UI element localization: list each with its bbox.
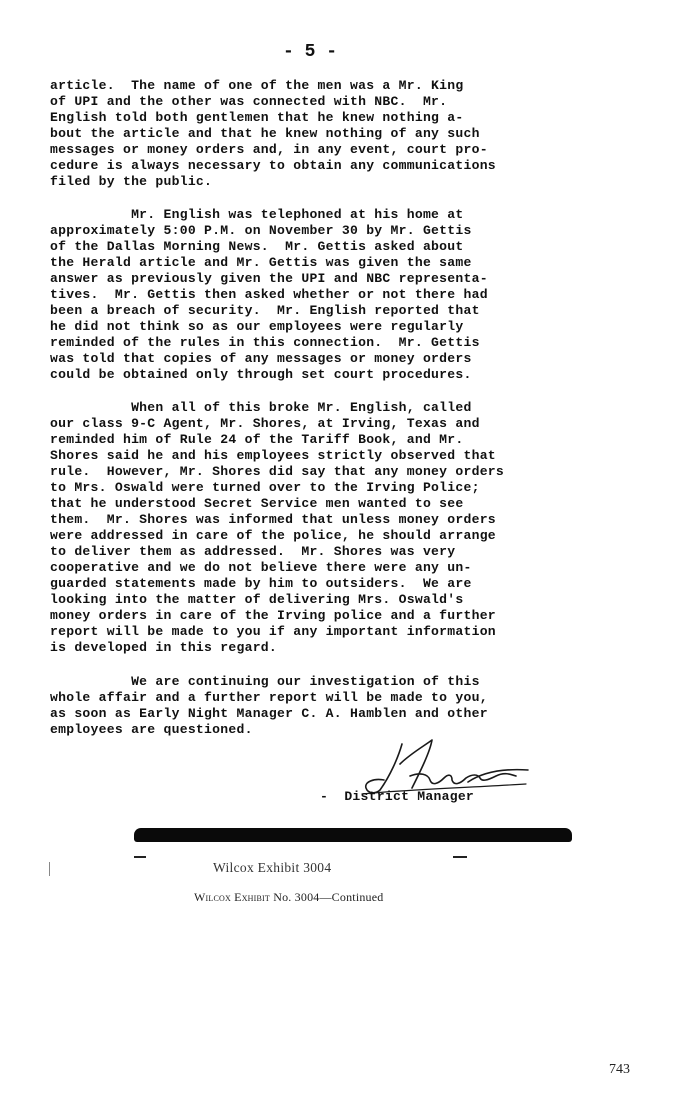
body-line: them. Mr. Shores was informed that unless money orders	[50, 512, 496, 527]
body-line: were addressed in care of the police, he should arrange	[50, 528, 496, 543]
body-line: been a breach of security. Mr. English reported that	[50, 303, 480, 318]
body-line: Mr. English was telephoned at his home at	[50, 207, 464, 222]
body-line: answer as previously given the UPI and NBC representa-	[50, 271, 488, 286]
body-line: is developed in this regard.	[50, 640, 278, 655]
exhibit-label: Wilcox Exhibit 3004	[213, 860, 332, 875]
body-line: filed by the public.	[50, 174, 213, 189]
body-line: whole affair and a further report will be made to you,	[50, 690, 488, 705]
body-line: could be obtained only through set court procedures.	[50, 367, 472, 382]
caption-smallcaps: Wilcox Exhibit	[194, 890, 271, 904]
body-line: reminded him of Rule 24 of the Tariff Book, and Mr.	[50, 432, 464, 447]
body-line: cedure is always necessary to obtain any communications	[50, 158, 496, 173]
body-line: was told that copies of any messages or money orders	[50, 351, 472, 366]
body-line: that he understood Secret Service men wanted to see	[50, 496, 464, 511]
body-line: tives. Mr. Gettis then asked whether or not there had	[50, 287, 488, 302]
divider-mark-left	[134, 856, 146, 858]
body-line: guarded statements made by him to outsiders. We are	[50, 576, 472, 591]
body-line: report will be made to you if any important information	[50, 624, 496, 639]
body-line: cooperative and we do not believe there were any un-	[50, 560, 472, 575]
body-line: money orders in care of the Irving police and a further	[50, 608, 496, 623]
body-line: bout the article and that he knew nothing of any such	[50, 126, 480, 141]
body-line: English told both gentlemen that he knew nothing a-	[50, 110, 464, 125]
body-line: to Mrs. Oswald were turned over to the Irving Police;	[50, 480, 480, 495]
divider-mark-right	[453, 856, 467, 858]
body-line: of the Dallas Morning News. Mr. Gettis asked about	[50, 239, 464, 254]
body-line: rule. However, Mr. Shores did say that any money orders	[50, 464, 505, 479]
body-line: messages or money orders and, in any event, court pro-	[50, 142, 488, 157]
body-line: of UPI and the other was connected with NBC. Mr.	[50, 94, 448, 109]
caption-rest: No. 3004—Continued	[270, 890, 384, 904]
body-line: he did not think so as our employees were regularly	[50, 319, 464, 334]
signer-title: - District Manager	[320, 789, 475, 804]
body-line: the Herald article and Mr. Gettis was given the same	[50, 255, 472, 270]
body-line: article. The name of one of the men was a Mr. King	[50, 78, 464, 93]
body-line: approximately 5:00 P.M. on November 30 by Mr. Gettis	[50, 223, 472, 238]
body-line: Shores said he and his employees strictly observed that	[50, 448, 496, 463]
exhibit-caption	[194, 890, 383, 905]
page-number: - 5 -	[283, 42, 338, 62]
body-line: to deliver them as addressed. Mr. Shores was very	[50, 544, 456, 559]
body-line: employees are questioned.	[50, 722, 253, 737]
body-line: reminded of the rules in this connection. Mr. Gettis	[50, 335, 480, 350]
body-line: looking into the matter of delivering Mrs. Oswald's	[50, 592, 464, 607]
body-line: We are continuing our investigation of this	[50, 674, 480, 689]
folio-number: 743	[609, 1062, 630, 1077]
body-line: our class 9-C Agent, Mr. Shores, at Irving, Texas and	[50, 416, 480, 431]
body-line: as soon as Early Night Manager C. A. Hamblen and other	[50, 706, 488, 721]
margin-mark	[49, 862, 50, 876]
body-line: When all of this broke Mr. English, called	[50, 400, 472, 415]
redaction-bar	[134, 828, 572, 842]
